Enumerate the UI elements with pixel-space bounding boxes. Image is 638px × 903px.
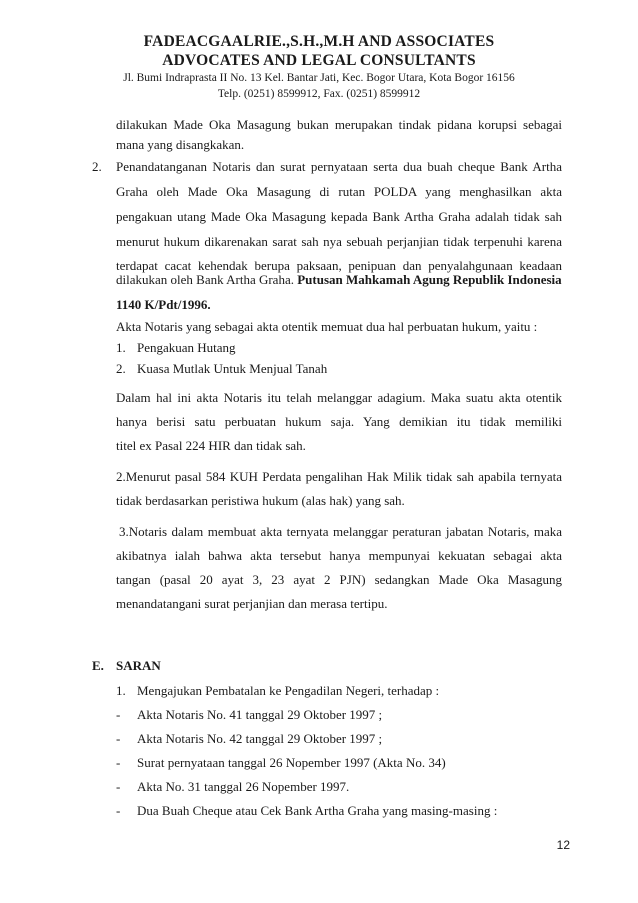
body-line: mana yang disangkakan. [116, 137, 245, 152]
bullet-dash: - [116, 779, 121, 794]
body-line: Dalam hal ini akta Notaris itu telah melanggar adagium. Maka suatu akta otentik [116, 390, 562, 405]
body-line [116, 272, 562, 288]
section-letter: E. [92, 658, 104, 673]
body-line: tidak berdasarkan peristiwa hukum (alas hak) yang sah. [116, 493, 405, 508]
section-heading: SARAN [116, 658, 161, 673]
court-ruling-text: Putusan Mahkamah Agung Republik Indonesia [297, 272, 562, 287]
page-number: 12 [556, 838, 570, 852]
body-line: menurut hukum dikarenakan sarat sah nya sebuah perjanjian tidak terpenuhi karena [116, 234, 562, 249]
firm-address: Jl. Bumi Indraprasta II No. 13 Kel. Bantar Jati, Kec. Bogor Utara, Kota Bogor 16156 [123, 72, 515, 84]
body-line: Graha oleh Made Oka Masagung di rutan POLDA yang menghasilkan akta [116, 184, 562, 199]
bullet-dash: - [116, 731, 121, 746]
body-line: tangan (pasal 20 ayat 3, 23 ayat 2 PJN) sedangkan Made Oka Masagung [116, 572, 562, 587]
body-line: pengakuan utang Made Oka Masagung kepada Bank Artha Graha adalah tidak sah [116, 209, 562, 224]
list-item-number: 1. [116, 340, 126, 355]
bullet-item: Surat pernyataan tanggal 26 Nopember 1997 (Akta No. 34) [137, 755, 446, 770]
body-line: terdapat cacat kehendak berupa paksaan, penipuan dan penyalahgunaan keadaan [116, 258, 562, 273]
bullet-item: Akta Notaris No. 41 tanggal 29 Oktober 1997 ; [137, 707, 383, 722]
list-item: Kuasa Mutlak Untuk Menjual Tanah [137, 361, 328, 376]
list-item: Mengajukan Pembatalan ke Pengadilan Negeri, terhadap : [137, 683, 440, 698]
body-line: Akta Notaris yang sebagai akta otentik memuat dua hal perbuatan hukum, yaitu : [116, 319, 538, 334]
body-line: menandatangani surat perjanjian dan merasa tertipu. [116, 596, 388, 611]
body-text: dilakukan oleh Bank Artha Graha. [116, 272, 294, 287]
bullet-item: Akta Notaris No. 42 tanggal 29 Oktober 1997 ; [137, 731, 383, 746]
court-ruling-number: 1140 K/Pdt/1996. [116, 297, 211, 312]
bullet-dash: - [116, 707, 121, 722]
list-item-number: 2. [116, 361, 126, 376]
body-line: dilakukan Made Oka Masagung bukan merupakan tindak pidana korupsi sebagai [116, 117, 562, 132]
body-line: Penandatanganan Notaris dan surat pernyataan serta dua buah cheque Bank Artha [116, 159, 562, 174]
body-line: hanya berisi satu perbuatan hukum saja. Yang demikian itu tidak memiliki [116, 414, 562, 429]
bullet-dash: - [116, 755, 121, 770]
body-line: akibatnya ialah bahwa akta tersebut hanya mempunyai kekuatan sebagai akta [116, 548, 562, 563]
list-item-number: 1. [116, 683, 126, 698]
item-number: 2. [92, 159, 102, 174]
bullet-item: Akta No. 31 tanggal 26 Nopember 1997. [137, 779, 350, 794]
firm-contact: Telp. (0251) 8599912, Fax. (0251) 8599912 [217, 88, 421, 100]
list-item: Pengakuan Hutang [137, 340, 236, 355]
firm-name: FADEACGAALRIE.,S.H.,M.H AND ASSOCIATES [143, 33, 495, 50]
body-line: 2.Menurut pasal 584 KUH Perdata pengalihan Hak Milik tidak sah apabila ternyata [116, 469, 562, 484]
body-line: 3.Notaris dalam membuat akta ternyata melanggar peraturan jabatan Notaris, maka [119, 524, 562, 539]
body-line: titel ex Pasal 224 HIR dan tidak sah. [116, 438, 306, 453]
firm-subtitle: ADVOCATES AND LEGAL CONSULTANTS [162, 52, 476, 69]
bullet-dash: - [116, 803, 121, 818]
bullet-item: Dua Buah Cheque atau Cek Bank Artha Graha yang masing-masing : [137, 803, 498, 818]
